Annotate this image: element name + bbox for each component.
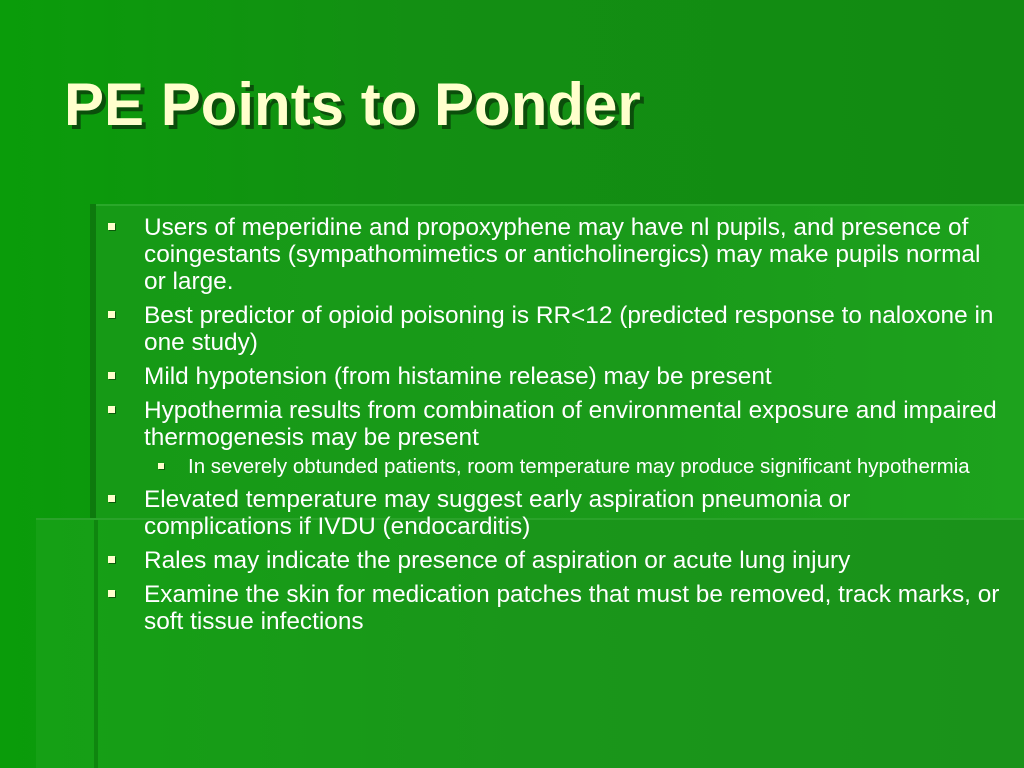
bullet-item <box>100 302 1000 356</box>
bullet-text: Elevated temperature may suggest early aspiration pneumonia or complications if IVDU (endocarditis) <box>144 486 851 540</box>
bullet-text: Rales may indicate the presence of aspiration or acute lung injury <box>144 547 851 574</box>
square-bullet-icon <box>158 463 164 469</box>
bullet-item <box>100 363 1000 390</box>
square-bullet-icon <box>108 556 115 563</box>
bullet-text: Examine the skin for medication patches that must be removed, track marks, or soft tissue infections <box>144 581 1000 635</box>
bullet-text: Mild hypotension (from histamine release) may be present <box>144 363 772 390</box>
slide-content <box>100 214 1000 642</box>
bullet-item <box>100 547 1000 574</box>
bullet-item <box>100 486 1000 540</box>
sub-bullet-list <box>144 455 1000 479</box>
square-bullet-icon <box>108 590 115 597</box>
bullet-item <box>100 214 1000 295</box>
bullet-list <box>100 214 1000 635</box>
square-bullet-icon <box>108 223 115 230</box>
sub-bullet-text: In severely obtunded patients, room temperature may produce significant hypothermia <box>188 455 970 478</box>
bullet-item <box>100 581 1000 635</box>
bullet-text: Best predictor of opioid poisoning is RR<12 (predicted response to naloxone in one study) <box>144 302 994 356</box>
square-bullet-icon <box>108 406 115 413</box>
square-bullet-icon <box>108 311 115 318</box>
bullet-text: Hypothermia results from combination of environmental exposure and impaired thermogenesis may be present <box>144 397 997 451</box>
bullet-item <box>100 397 1000 479</box>
sub-bullet-item <box>144 455 1000 479</box>
decorative-panel-divider <box>94 520 98 768</box>
square-bullet-icon <box>108 372 115 379</box>
bullet-text: Users of meperidine and propoxyphene may have nl pupils, and presence of coingestants (sympathomimetics or anticholinergics) may make pupils normal or large. <box>144 214 981 295</box>
slide-title: PE Points to Ponder <box>64 71 641 138</box>
square-bullet-icon <box>108 495 115 502</box>
